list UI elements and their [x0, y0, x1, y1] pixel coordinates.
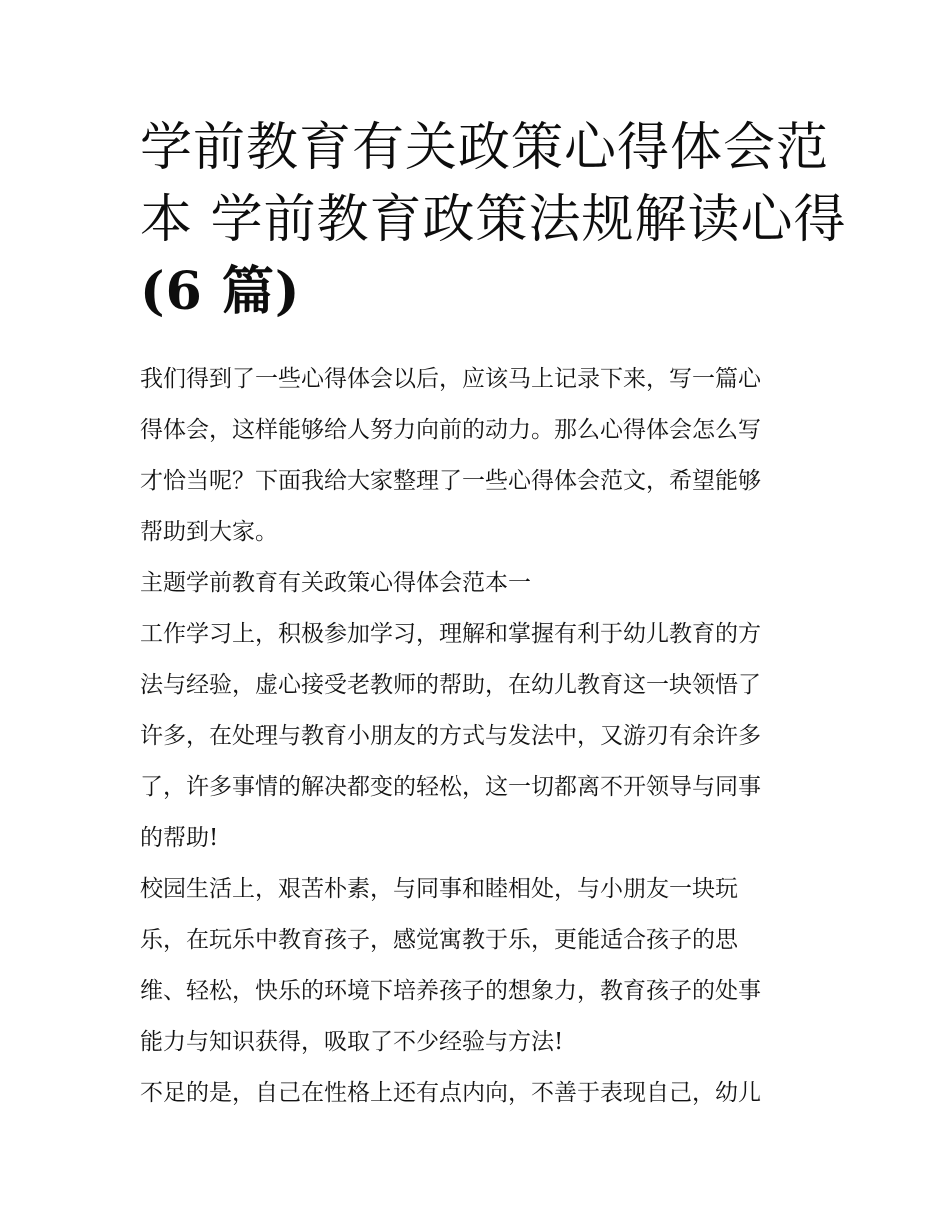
title-line-3: (6 篇) — [140, 261, 301, 322]
body-line: 工作学习上，积极参加学习，理解和掌握有利于幼儿教育的方 — [140, 621, 761, 647]
body-line: 的帮助! — [140, 825, 219, 851]
body-line: 才恰当呢？下面我给大家整理了一些心得体会范文，希望能够 — [140, 468, 761, 494]
title-line-2: 本 学前教育政策法规解读心得 — [140, 190, 847, 250]
body-line: 了，许多事情的解决都变的轻松，这一切都离不开领导与同事 — [140, 774, 761, 800]
body-line: 得体会，这样能够给人努力向前的动力。那么心得体会怎么写 — [140, 417, 761, 443]
body-line: 维、轻松，快乐的环境下培养孩子的想象力，教育孩子的处事 — [140, 978, 761, 1004]
body-line: 帮助到大家。 — [140, 519, 278, 545]
title-line-1: 学前教育有关政策心得体会范 — [140, 118, 830, 178]
document-body — [140, 354, 820, 1119]
body-line: 许多，在处理与教育小朋友的方式与发法中，又游刃有余许多 — [140, 723, 761, 749]
body-line: 乐，在玩乐中教育孩子，感觉寓教于乐，更能适合孩子的思 — [140, 927, 738, 953]
body-line: 能力与知识获得，吸取了不少经验与方法! — [140, 1029, 564, 1055]
body-line: 法与经验，虚心接受老教师的帮助，在幼儿教育这一块领悟了 — [140, 672, 761, 698]
body-line: 校园生活上，艰苦朴素，与同事和睦相处，与小朋友一块玩 — [140, 876, 738, 902]
section-heading: 主题学前教育有关政策心得体会范本一 — [140, 570, 531, 596]
body-line: 不足的是，自己在性格上还有点内向，不善于表现自己，幼儿 — [140, 1080, 761, 1106]
document-title — [140, 112, 847, 328]
body-line: 我们得到了一些心得体会以后，应该马上记录下来，写一篇心 — [140, 366, 761, 392]
